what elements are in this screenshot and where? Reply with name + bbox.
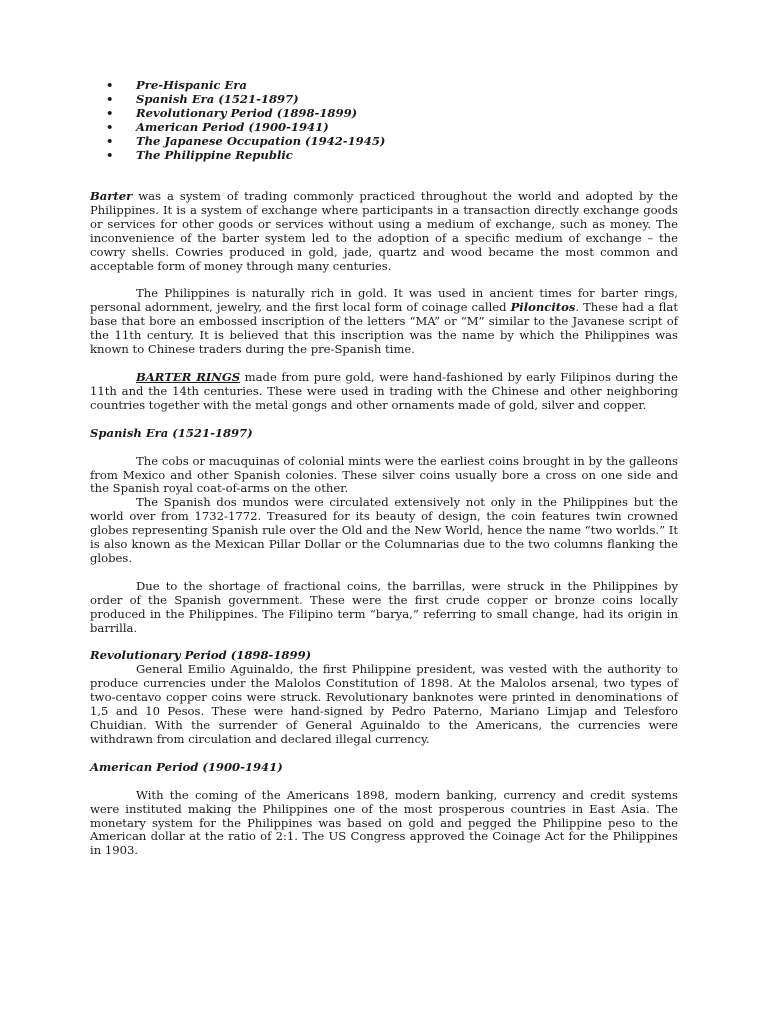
bullet-icon: •	[106, 78, 114, 92]
list-item	[106, 92, 678, 106]
list-item	[106, 78, 678, 92]
era-list	[106, 78, 678, 162]
american-heading: American Period (1900-1941)	[90, 759, 283, 774]
revolutionary-paragraph: General Emilio Aguinaldo, the first Philippine president, was vested with the authority to produce currencies under the Malolos Constitution of 1898. At the Malolos arsenal, two types of two-centavo copper coins were struck. Revolutionary banknotes were printed in denominations of 1,5 and 10 Pesos. These were hand-signed by Pedro Paterno, Mariano Limjap and Telesforo Chuidian. With the surrender of General Aguinaldo to the Americans, the currencies were withdrawn from circulation and declared illegal currency.	[90, 662, 678, 746]
gold-paragraph	[90, 287, 678, 357]
piloncitos-term: Piloncitos	[510, 300, 576, 315]
list-item	[106, 148, 678, 162]
bullet-icon: •	[106, 106, 114, 120]
list-item-label: Pre-Hispanic Era	[136, 78, 247, 92]
bullet-icon: •	[106, 120, 114, 134]
barter-text: was a system of trading commonly practiced throughout the world and adopted by the Philippines. It is a system of exchange where participants in a transaction directly exchange goods or services for other goods or services without using a medium of exchange, such as money. The inconvenience of the barter system led to the adoption of a specific medium of exchange – the cowry shells. Cowries produced in gold, jade, quartz and wood became the most common and acceptable form of money through many centuries.	[90, 189, 678, 273]
spanish-paragraph-3: Due to the shortage of fractional coins, the barrillas, were struck in the Philippines by order of the Spanish government. These were the first crude copper or bronze coins locally produced in the Philippines. The Filipino term “barya,” referring to small change, had its origin in barrilla.	[90, 578, 678, 635]
spanish-paragraph-2: The Spanish dos mundos were circulated extensively not only in the Philippines but the world over from 1732-1772. Treasured for its beauty of design, the coin features twin crowned globes representing Spanish rule over the Old and the New World, hence the name “two worlds.” It is also known as the Mexican Pillar Dollar or the Columnarias due to the two columns flanking the globes.	[90, 495, 678, 565]
spanish-paragraph-1: The cobs or macuquinas of colonial mints were the earliest coins brought in by the galleons from Mexico and other Spanish colonies. These silver coins usually bore a cross on one side and the Spanish royal coat-of-arms on the other.	[90, 453, 678, 496]
bullet-icon: •	[106, 148, 114, 162]
bullet-icon: •	[106, 134, 114, 148]
list-item	[106, 134, 678, 148]
spanish-era-heading: Spanish Era (1521-1897)	[90, 425, 253, 440]
american-paragraph: With the coming of the Americans 1898, modern banking, currency and credit systems were instituted making the Philippines one of the most prosperous countries in East Asia. The monetary system for the Philippines was based on gold and pegged the Philippine peso to the American dollar at the ratio of 2:1. The US Congress approved the Coinage Act for the Philippines in 1903.	[90, 787, 678, 858]
list-item-label: The Japanese Occupation (1942-1945)	[136, 134, 386, 148]
list-item	[106, 120, 678, 134]
list-item-label: Spanish Era (1521-1897)	[136, 92, 299, 106]
document-page	[90, 78, 678, 858]
gold-text-2: . These had a flat base that bore an embossed inscription of the letters “MA” or “M” similar to the Javanese script of the 11th century. It is believed that this inscription was the name by which the Philippines was known to Chinese traders during the pre-Spanish time.	[90, 300, 678, 357]
list-item-label: The Philippine Republic	[136, 148, 293, 162]
gold-text-1: The Philippines is naturally rich in gold. It was used in ancient times for barter rings, personal adornment, jewelry, and the first local form of coinage called	[90, 286, 678, 315]
barter-rings-paragraph	[90, 371, 678, 413]
barter-term: Barter	[90, 189, 133, 203]
revolutionary-heading: Revolutionary Period (1898-1899)	[90, 648, 312, 663]
barter-paragraph	[90, 190, 678, 273]
list-item-label: American Period (1900-1941)	[136, 120, 329, 134]
barter-rings-text: made from pure gold, were hand-fashioned by early Filipinos during the 11th and the 14th centuries. These were used in trading with the Chinese and other neighboring countries together with the metal gongs and other ornaments made of gold, silver and copper.	[90, 369, 678, 412]
list-item-label: Revolutionary Period (1898-1899)	[136, 106, 358, 120]
barter-rings-term: BARTER RINGS	[136, 369, 241, 384]
bullet-icon: •	[106, 92, 114, 106]
list-item	[106, 106, 678, 120]
